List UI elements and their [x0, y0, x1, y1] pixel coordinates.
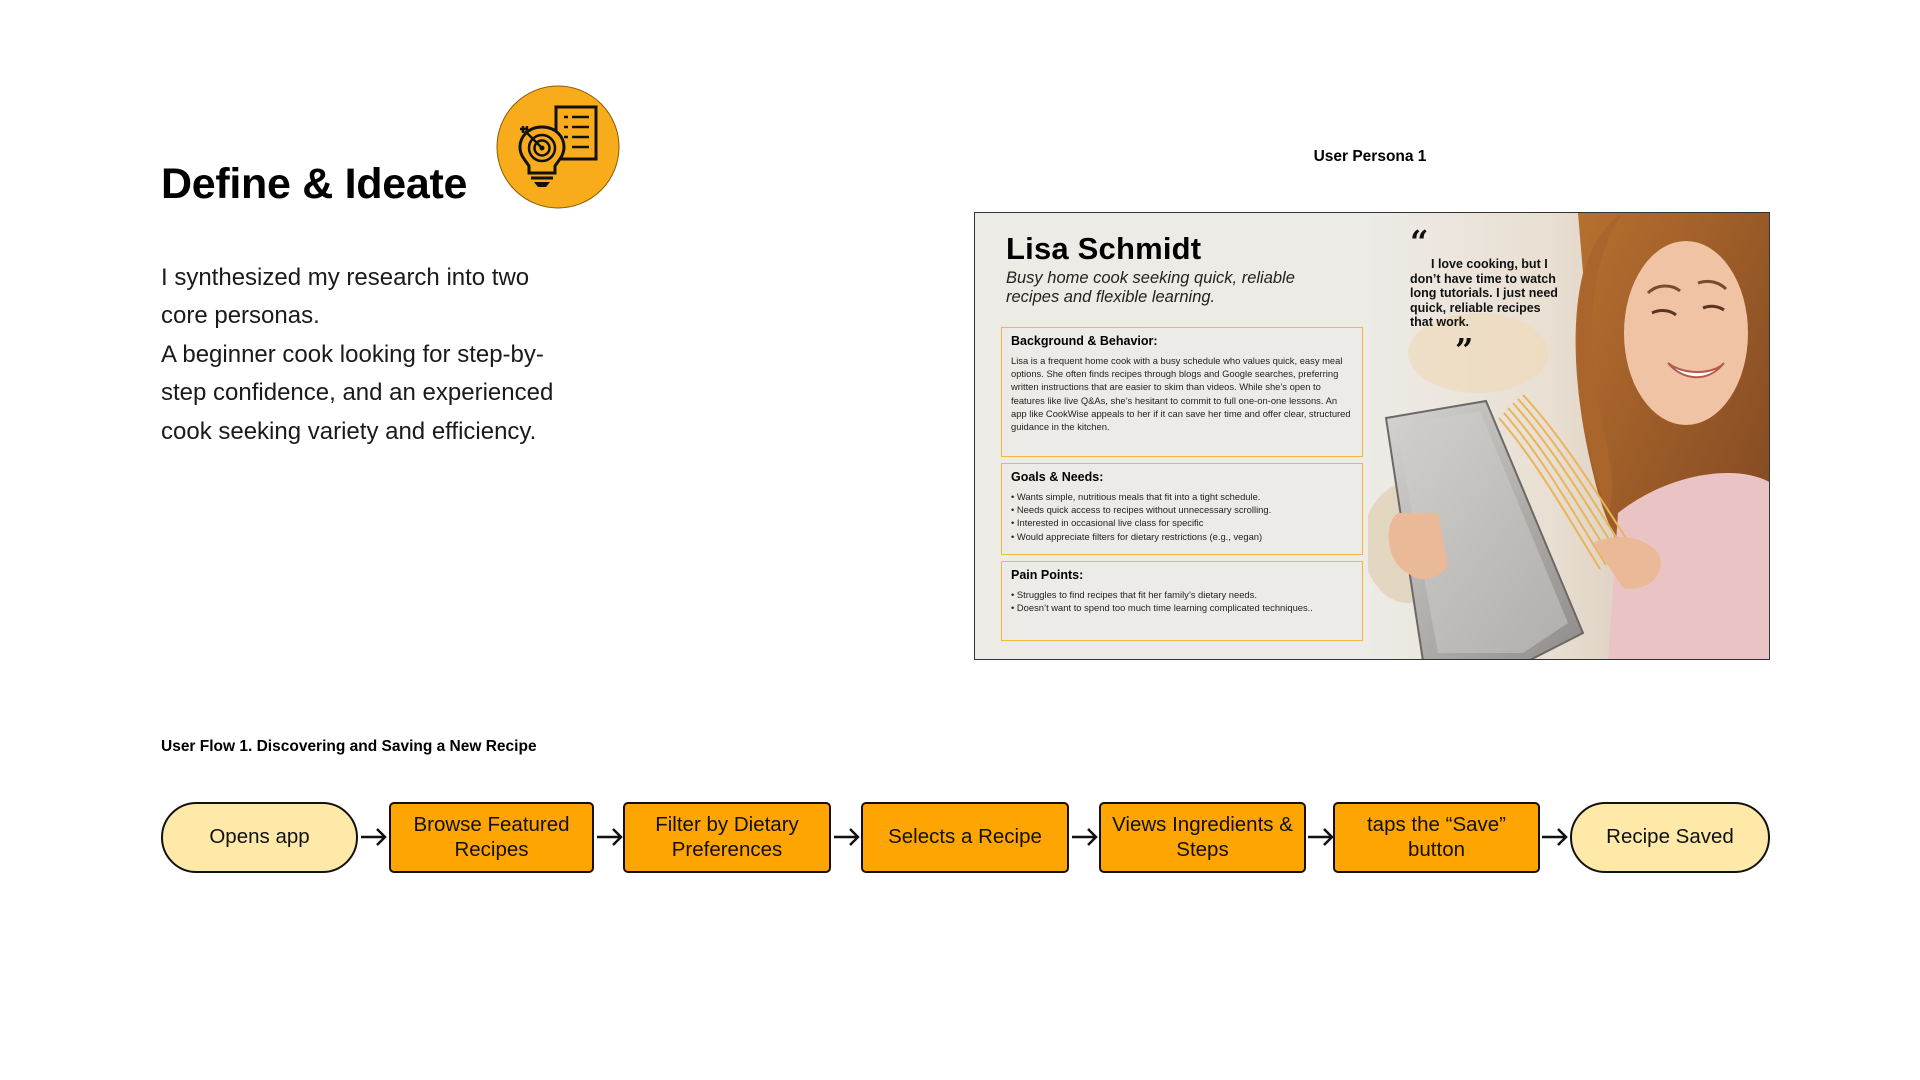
box-text: Lisa is a frequent home cook with a busy schedule who values quick, easy meal options. She often finds recipes through blogs and Google searches, preferring written instructions that are easier to skim than videos. While she’s open to features like live Q&As, she’s hesitant to commit to full one-on-one lessons. An app like CookWise appeals to her if it can save her time and offer clear, structured guidance in the kitchen. — [1011, 355, 1351, 433]
flow-node-selects-recipe: Selects a Recipe — [861, 802, 1069, 873]
intro-text — [161, 259, 561, 451]
box-title: Pain Points: — [1011, 568, 1084, 582]
quote-close-mark: ” — [1455, 331, 1474, 369]
persona-tagline: Busy home cook seeking quick, reliable recipes and flexible learning. — [1006, 269, 1295, 306]
flow-node-views-ingredients: Views Ingredients & Steps — [1099, 802, 1306, 873]
list-item: • Doesn’t want to spend too much time learning complicated techniques.. — [1011, 601, 1353, 614]
list-item: • Needs quick access to recipes without unnecessary scrolling. — [1011, 503, 1353, 516]
flow-node-filter-dietary: Filter by Dietary Preferences — [623, 802, 831, 873]
box-title: Background & Behavior: — [1011, 334, 1158, 348]
background-behavior-box — [1001, 327, 1363, 457]
persona-quote: I love cooking, but I don’t have time to watch long tutorials. I just need quick, reliable recipes that work. — [1410, 257, 1558, 330]
lightbulb-target-checklist-icon — [496, 85, 620, 209]
flow-node-taps-save: taps the “Save” button — [1333, 802, 1540, 873]
list-item: • Wants simple, nutritious meals that fit into a tight schedule. — [1011, 490, 1353, 503]
list-item: • Struggles to find recipes that fit her family’s dietary needs. — [1011, 588, 1353, 601]
flow-heading: User Flow 1. Discovering and Saving a New Recipe — [161, 738, 537, 755]
list-item: • Would appreciate filters for dietary restrictions (e.g., vegan) — [1011, 530, 1353, 543]
flow-node-browse-featured: Browse Featured Recipes — [389, 802, 594, 873]
quote-open-mark: “ — [1410, 223, 1429, 261]
persona-heading: User Persona 1 — [1313, 148, 1427, 165]
list-item: • Interested in occasional live class for specific — [1011, 516, 1353, 529]
intro-paragraph: I synthesized my research into two core personas. — [161, 264, 530, 330]
persona-name: Lisa Schmidt — [1006, 231, 1202, 266]
arrow-right-icon — [595, 827, 625, 847]
intro-paragraph: A beginner cook looking for step-by-step confidence, and an experienced cook seeking variety and efficiency. — [161, 340, 554, 445]
goals-needs-box — [1001, 463, 1363, 555]
flow-node-opens-app: Opens app — [161, 802, 358, 873]
persona-card — [974, 212, 1770, 660]
flow-node-recipe-saved: Recipe Saved — [1570, 802, 1770, 873]
arrow-right-icon — [1306, 827, 1336, 847]
page-title: Define & Ideate — [161, 160, 468, 208]
arrow-right-icon — [1540, 827, 1570, 847]
pain-points-box — [1001, 561, 1363, 641]
arrow-right-icon — [832, 827, 862, 847]
box-title: Goals & Needs: — [1011, 470, 1104, 484]
arrow-right-icon — [1070, 827, 1100, 847]
arrow-right-icon — [359, 827, 389, 847]
